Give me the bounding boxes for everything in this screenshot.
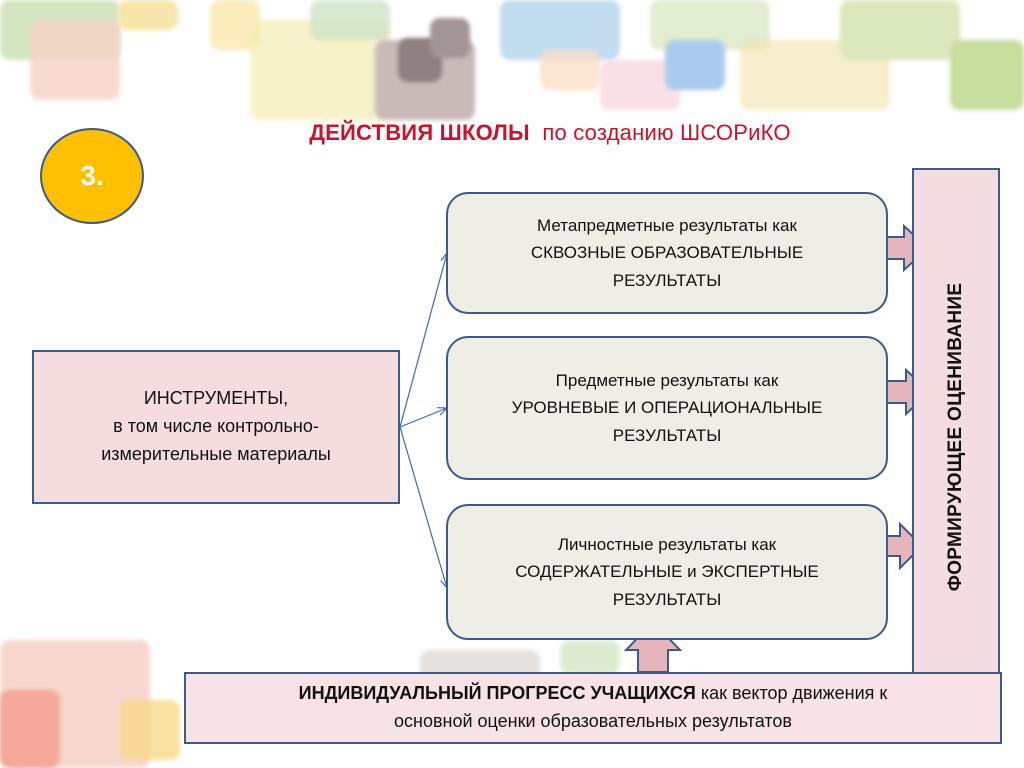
connector-to-meta (400, 253, 447, 427)
result-subject-line-2: УРОВНЕВЫЕ И ОПЕРАЦИОНАЛЬНЫЕ (511, 398, 823, 418)
tools-line-3: измерительные материалы (101, 443, 331, 464)
result-box-meta (446, 192, 888, 314)
tools-line-1: ИНСТРУМЕНТЫ, (143, 388, 289, 409)
result-meta-line-3: РЕЗУЛЬТАТЫ (612, 270, 722, 290)
result-meta-line-2: СКВОЗНЫЕ ОБРАЗОВАТЕЛЬНЫЕ (530, 243, 804, 263)
formative-assessment-label: ФОРМИРУЮЩЕЕ ОЦЕНИВАНИЕ (945, 282, 966, 592)
individual-progress-rest: как вектор движения к (695, 683, 888, 704)
result-personal-line-3: РЕЗУЛЬТАТЫ (612, 589, 722, 609)
tools-box (32, 350, 400, 504)
slide-title-rest: по созданию ШСОРиКО (542, 120, 791, 145)
result-subject-line-1: Предметные результаты как (555, 370, 779, 390)
connector-to-subject (400, 408, 447, 427)
individual-progress-bold: ИНДИВИДУАЛЬНЫЙ ПРОГРЕСС УЧАЩИХСЯ (298, 683, 696, 704)
result-subject-line-3: РЕЗУЛЬТАТЫ (612, 425, 722, 445)
tools-line-2: в том числе контрольно- (113, 416, 319, 437)
step-number: 3. (80, 160, 104, 191)
slide-title-bold: ДЕЙСТВИЯ ШКОЛЫ (309, 120, 530, 145)
result-box-subject (446, 336, 888, 480)
result-box-personal (446, 504, 888, 640)
result-meta-line-1: Метапредметные результаты как (537, 215, 797, 235)
individual-progress-line-2: основной оценки образовательных результатов (394, 711, 792, 731)
result-personal-line-2: СОДЕРЖАТЕЛЬНЫЕ и ЭКСПЕРТНЫЕ (515, 562, 819, 582)
connector-to-personal (400, 427, 447, 588)
individual-progress-box (184, 672, 1002, 744)
result-personal-line-1: Личностные результаты как (557, 534, 777, 554)
individual-progress-line-1 (299, 680, 888, 708)
